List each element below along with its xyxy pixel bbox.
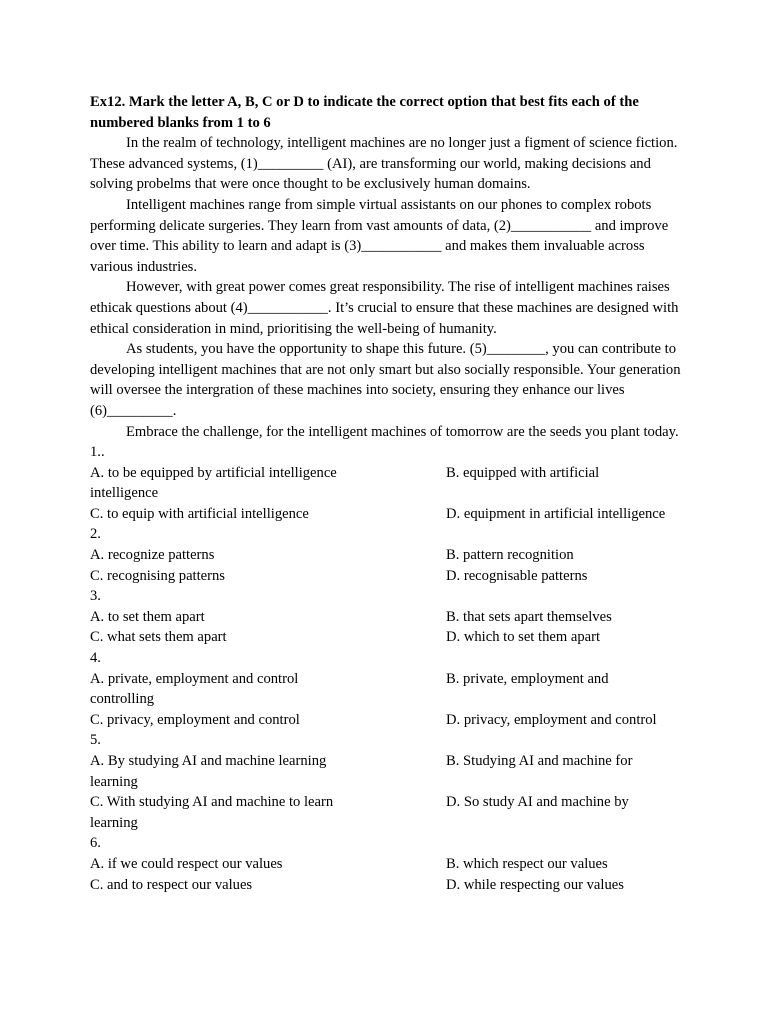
passage-paragraph: Embrace the challenge, for the intelligent machines of tomorrow are the seeds you plant today. bbox=[126, 423, 679, 440]
passage-paragraph: In the realm of technology, intelligent machines are no longer just a figment of science fiction. These advanced systems, (1)_________ (AI), are transforming our world, making decisions and solving probelms that were once thought to be exclusively human domains. bbox=[90, 135, 678, 193]
option-wrap-text: intelligence bbox=[90, 485, 159, 502]
option-c: C. With studying AI and machine to learn bbox=[90, 794, 334, 811]
exercise-content bbox=[90, 92, 686, 895]
option-wrap-text: learning bbox=[90, 814, 138, 831]
option-row bbox=[90, 545, 686, 566]
option-c: C. recognising patterns bbox=[90, 567, 225, 584]
exercise-title: Ex12. Mark the letter A, B, C or D to indicate the correct option that best fits each of the numbered blanks from 1 to 6 bbox=[90, 94, 639, 131]
option-row bbox=[90, 751, 686, 772]
option-row bbox=[90, 710, 686, 731]
question-number: 4. bbox=[90, 650, 101, 667]
option-row bbox=[90, 854, 686, 875]
option-c: C. what sets them apart bbox=[90, 629, 227, 646]
question-number: 6. bbox=[90, 835, 101, 852]
question-block bbox=[90, 833, 686, 895]
option-d: D. while respecting our values bbox=[446, 876, 624, 893]
option-row bbox=[90, 463, 686, 484]
passage-paragraph: Intelligent machines range from simple virtual assistants on our phones to complex robots performing delicate surgeries. They learn from vast amounts of data, (2)___________ and improve over time. This ability to learn and adapt is (3)___________ and makes them invaluable across various industries. bbox=[90, 196, 669, 275]
option-row bbox=[90, 504, 686, 525]
question-number: 2. bbox=[90, 526, 101, 543]
question-block bbox=[90, 648, 686, 730]
passage-paragraph: As students, you have the opportunity to shape this future. (5)________, you can contribute to developing intelligent machines that are not only smart but also socially responsible. Your generation will oversee the intergration of these machines into society, ensuring they enhance our lives (6)_________. bbox=[90, 341, 681, 419]
option-b: B. Studying AI and machine for bbox=[446, 753, 633, 769]
option-d: D. equipment in artificial intelligence bbox=[446, 505, 666, 522]
option-c: C. and to respect our values bbox=[90, 876, 253, 893]
option-b: B. private, employment and bbox=[446, 670, 609, 687]
option-c: C. privacy, employment and control bbox=[90, 711, 300, 728]
question-number: 5. bbox=[90, 732, 101, 749]
option-a: A. recognize patterns bbox=[90, 547, 215, 564]
passage-paragraph: However, with great power comes great responsibility. The rise of intelligent machines raises ethicak questions about (4)___________. It’s crucial to ensure that these machines are designed with ethical consideration in mind, prioritising the well-being of humanity. bbox=[90, 279, 679, 337]
option-d: D. which to set them apart bbox=[446, 629, 601, 646]
question-number: 1.. bbox=[90, 444, 105, 461]
option-wrap-text: controlling bbox=[90, 691, 155, 708]
question-block bbox=[90, 442, 686, 524]
question-block bbox=[90, 730, 686, 833]
option-a: A. to be equipped by artificial intelligence bbox=[90, 464, 337, 481]
option-d: D. privacy, employment and control bbox=[446, 711, 657, 728]
option-row bbox=[90, 669, 686, 690]
option-b: B. that sets apart themselves bbox=[446, 608, 612, 625]
option-a: A. private, employment and control bbox=[90, 670, 299, 687]
question-number: 3. bbox=[90, 588, 101, 605]
option-b: B. equipped with artificial bbox=[446, 464, 600, 481]
option-b: B. pattern recognition bbox=[446, 547, 574, 564]
option-a: A. By studying AI and machine learning bbox=[90, 753, 327, 769]
option-row bbox=[90, 792, 686, 813]
option-d: D. recognisable patterns bbox=[446, 567, 588, 584]
option-c: C. to equip with artificial intelligence bbox=[90, 505, 309, 522]
option-b: B. which respect our values bbox=[446, 855, 608, 872]
question-block bbox=[90, 586, 686, 648]
option-a: A. to set them apart bbox=[90, 608, 205, 625]
option-a: A. if we could respect our values bbox=[90, 855, 283, 872]
option-row bbox=[90, 627, 686, 648]
option-wrap-text: learning bbox=[90, 773, 138, 790]
option-row bbox=[90, 875, 686, 896]
question-block bbox=[90, 524, 686, 586]
option-row bbox=[90, 566, 686, 587]
option-d: D. So study AI and machine by bbox=[446, 794, 629, 811]
option-row bbox=[90, 607, 686, 628]
